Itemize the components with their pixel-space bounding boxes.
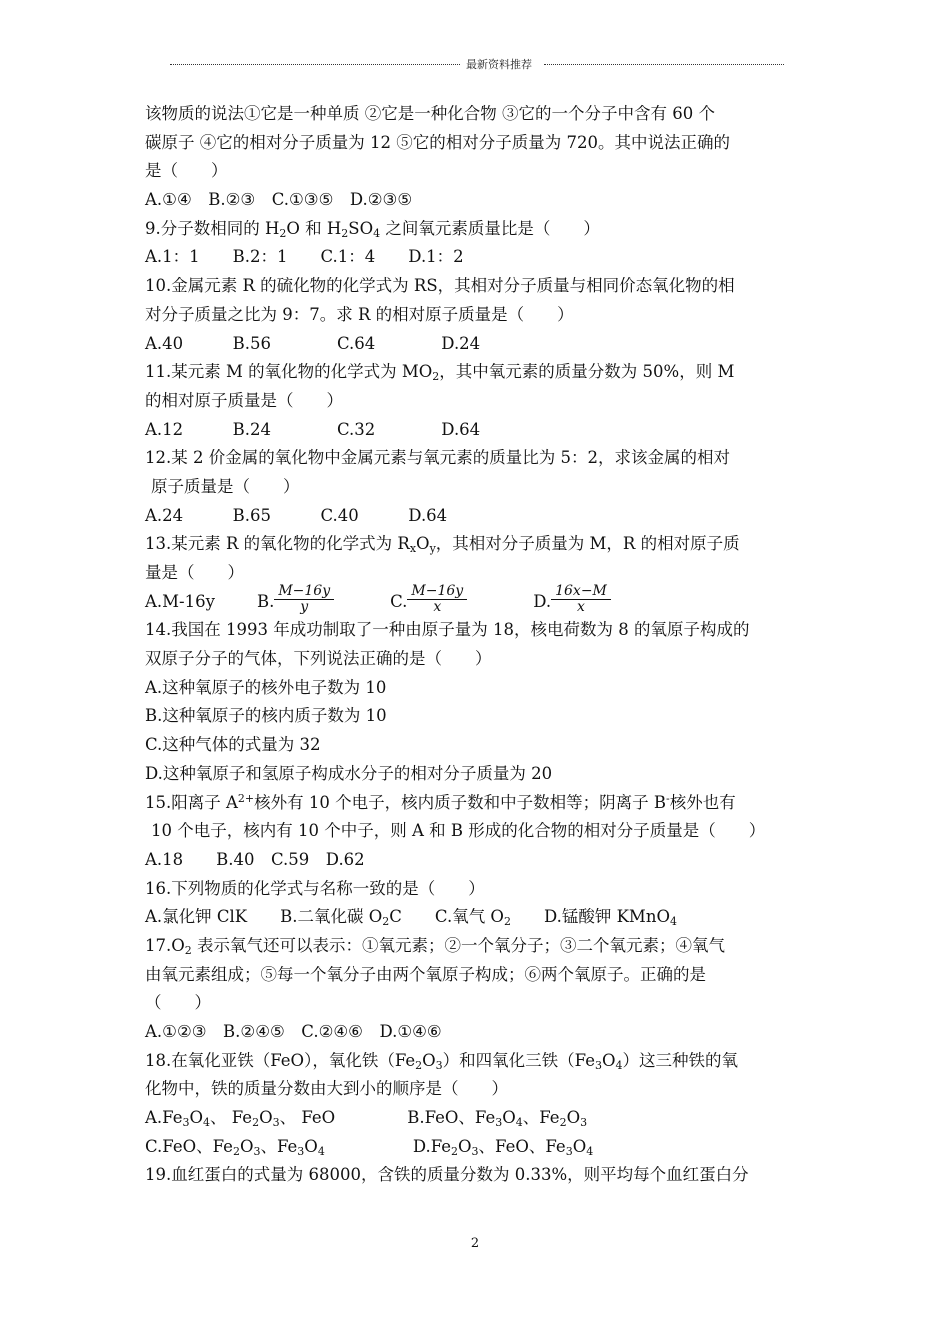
- question-13: 13.某元素 R 的氧化物的化学式为 $R_xO_y$，其相对分子质量为 M，R 的相对原子质: [145, 534, 740, 556]
- question-19: 19.血红蛋白的式量为 68000，含铁的质量分数为 0.33%，则平均每个血红蛋白分: [145, 1165, 749, 1185]
- question-options: A.①④ B.②③ C.①③⑤ D.②③⑤: [145, 190, 413, 210]
- page-header: [170, 52, 784, 72]
- question-options: A.①②③ B.②④⑤ C.②④⑥ D.①④⑥: [145, 1022, 442, 1041]
- question-options: A.M-16y B. $\frac{M-16y}{y}$ C. $\frac{M-16y}{x}$ D. $\frac{16x-M}{x}$: [145, 588, 810, 617]
- fraction-d: $\frac{16x-M}{x}$: [551, 584, 611, 615]
- header-dotted-rule-left: [170, 64, 460, 65]
- text-line: 双原子分子的气体，下列说法正确的是（ ）: [145, 649, 492, 669]
- question-options: A.12 B.24 C.32 D.64: [145, 419, 481, 439]
- text-line: 10 个电子，核内有 10 个中子，则 A 和 B 形成的化合物的相对分子质量是（ ）: [151, 821, 766, 841]
- question-14: 14.我国在 1993 年成功制取了一种由原子量为 18，核电荷数为 8 的氧原子构成的: [145, 620, 750, 640]
- question-10: 10.金属元素 R 的硫化物的化学式为 RS，其相对分子质量与相同价态氧化物的相: [145, 276, 735, 296]
- text-line: 碳原子 ④它的相对分子质量为 12 ⑤它的相对分子质量为 720。其中说法正确的: [145, 132, 730, 152]
- question-9: 9.分子数相同的 $H_2O$ 和 $H_2SO_4$ 之间氧元素质量比是（ ）: [145, 218, 600, 240]
- question-12: 12.某 2 价金属的氧化物中金属元素与氧元素的质量比为 5：2，求该金属的相对: [145, 448, 730, 468]
- text-line: （ ）: [145, 993, 211, 1013]
- text-line: 由氧元素组成；⑤每一个氧分子由两个氧原子构成；⑥两个氧原子。正确的是: [145, 964, 706, 984]
- question-options: C.FeO、$Fe_2O_3$、$Fe_3O_4$ $D.Fe_2O_3$、FeO、$Fe_3O_4$: [145, 1136, 594, 1158]
- question-options: $A.Fe_3O_4$、 $Fe_2O_3$、 FeO B.FeO、$Fe_3O_4$、$Fe_2O_3$: [145, 1108, 588, 1130]
- header-dotted-rule-right: [544, 64, 784, 65]
- option-d: D.这种氧原子和氢原子构成水分子的相对分子质量为 20: [145, 763, 553, 783]
- option-b: B.这种氧原子的核内质子数为 10: [145, 706, 387, 726]
- text-line: 该物质的说法①它是一种单质 ②它是一种化合物 ③它的一个分子中含有 60 个: [145, 104, 715, 123]
- text-line: 的相对原子质量是（ ）: [145, 390, 343, 410]
- question-15: 15.阳离子 $A^{2+}$核外有 10 个电子，核内质子数和中子数相等；阴离子 B-核外也有: [145, 791, 736, 812]
- question-11: 11.某元素 M 的氧化物的化学式为 $MO_2$，其中氧元素的质量分数为 50%，则 M: [145, 362, 735, 384]
- text-line: 对分子质量之比为 9：7。求 R 的相对原子质量是（ ）: [145, 304, 574, 324]
- question-options: A.40 B.56 C.64 D.24: [145, 333, 481, 353]
- text-line: 量是（ ）: [145, 563, 244, 582]
- question-options: A.氯化钾 ClK B.二氧化碳 $O_2C$ C.氧气 $O_2$ D.锰酸钾 KMnO$_4$: [145, 907, 677, 929]
- question-options: A.24 B.65 C.40 D.64: [145, 505, 448, 525]
- header-text: 最新资料推荐: [466, 58, 532, 71]
- question-options: A.18 B.40 C.59 D.62: [145, 849, 365, 869]
- option-c: C.这种气体的式量为 32: [145, 735, 321, 755]
- fraction-b: $\frac{M-16y}{y}$: [274, 584, 334, 615]
- question-16: 16.下列物质的化学式与名称一致的是（ ）: [145, 878, 485, 898]
- question-18: 18.在氧化亚铁（FeO），氧化铁$(Fe_2O_3)$和四氧化三铁$(Fe_3O_4)$这三种铁的氧: [145, 1050, 739, 1072]
- text-line: 化物中，铁的质量分数由大到小的顺序是（ ）: [145, 1079, 508, 1099]
- document-body: [145, 100, 810, 1190]
- option-a: A.这种氧原子的核外电子数为 10: [145, 677, 387, 697]
- text-line: 原子质量是（ ）: [151, 476, 300, 496]
- page-number: 2: [470, 1236, 480, 1251]
- question-17: $17.O_2$ 表示氧气还可以表示：①氧元素；②一个氧分子；③二个氧元素；④氧气: [145, 935, 726, 957]
- text-line: 是（ ）: [145, 161, 228, 181]
- question-options: A.1：1 B.2：1 C.1：4 D.1：2: [145, 247, 464, 267]
- fraction-c: $\frac{M-16y}{x}$: [407, 584, 467, 615]
